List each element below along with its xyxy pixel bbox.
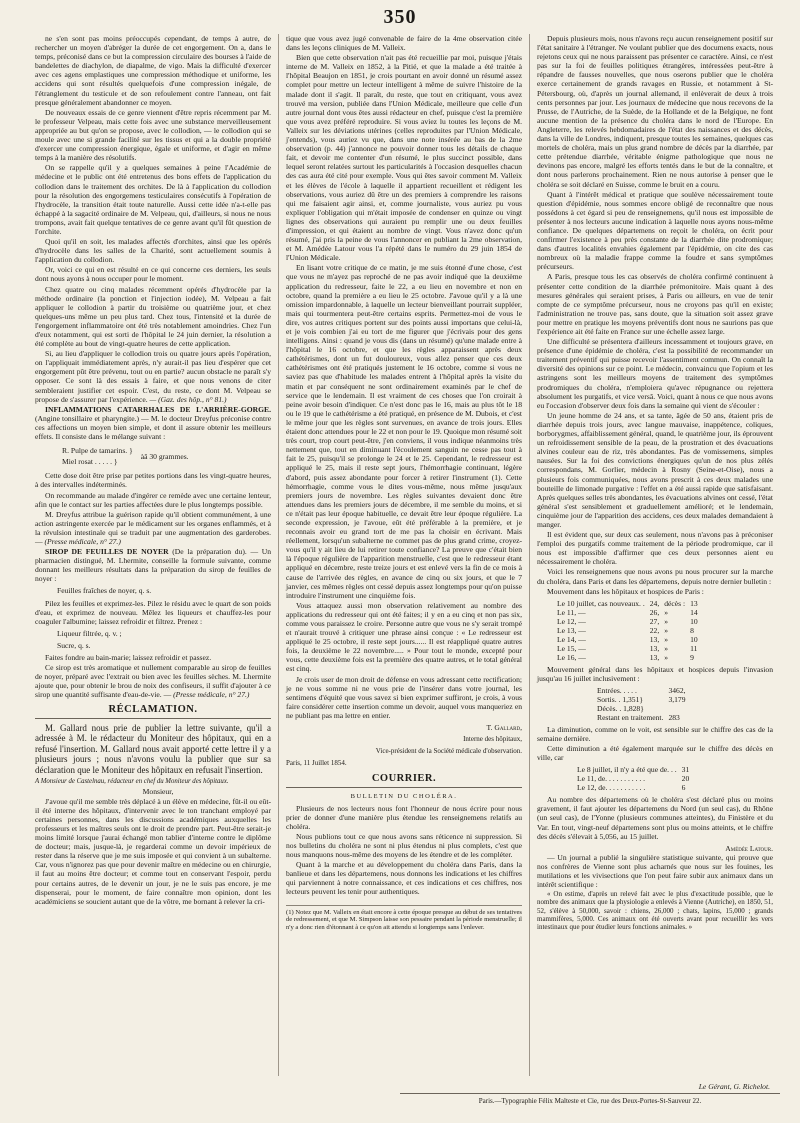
paragraph: Or, voici ce qui en est résulté en ce qui concerne ces derniers, les seuls dont nous ayons à nous occuper pour le moment.: [35, 265, 271, 284]
paragraph: Quant à la marche et au développement du choléra dans Paris, dans la banlieue et dans les départemens, nous donnons les indications et les chiffres qui parviennent à notre connaissance, et ces indications et ces chiffres, nos lecteurs peuvent les tenir pour authentiques.: [286, 860, 522, 897]
paragraph: Cette dose doit être prise par petites portions dans les vingt-quatre heures, à des intervalles indéterminés.: [35, 471, 271, 490]
printer-line: Paris.—Typographie Félix Malteste et Cie, rue des Deux-Portes-St-Sauveur 22.: [478, 1097, 702, 1105]
paragraph-text: Ce sirop est très aromatique et nullement comparable au sirop de feuilles de noyer, préparé avec l'extrait ou bien avec les feuilles sèches. M. Lhermite ajoute que, pour obtenir le brou de noix des confiseurs, il suffit d'ajouter à ce sirop une quantité suffisante d'eau-de-vie. —: [35, 663, 271, 700]
paragraph: En lisant votre critique de ce matin, je me suis étonné d'une chose, c'est que vous ne m'ayez pas reproché de ne pas avoir indiqué que la deuxième application du redresseur, faite le 22, a eu lieu en novembre et non en octobre, quand la première a eu lieu le 25 octobre. J'avoue qu'il y a là une omission impardonnable, à laquelle un lecteur bienveillant pourrait suppléer, mais qui tourmentera peut-être certains esprits. Permettez-moi de vous le dire, vos autres critiques portent sur des points aussi importans que celui-là, et je vois combien j'ai eu tort de me figurer que j'écrivais pour des gens intelligens. Ainsi : quand je vous dis (dans un résumé) qu'une malade entre à l'hôpital le 16 octobre, et que les règles apparaissent après deux cathétérismes, dont un fut douloureux, vous allez penser que ces deux cathétérismes ont été pratiqués justement le 16 octobre, comme si vous ne saviez pas que d'habitude les malades entrent à l'hôpital après la visite du matin et par conséquent ne sont ordinairement examinés par le chef de service que le lendemain. Il est vraiment de ces choses que l'on croirait à peine avoir besoin d'indiquer. Ce n'est donc pas le 16, mais au plus tôt le 18 ou le 19 que le cathétérisme a été pratiqué, en présence de M. Dubois, et c'est le même jour que les règles sont survenues, en avance de trois jours. Elles étaient donc attendues pour le 22 et non pour le 19. Quoique mon résumé soit très court, trop court peut-être, j'en conviens, il vous indique néanmoins très nettement que, tout en diminuant l'écoulement sanguin ne cesse pas tout à fait le 25, puisqu'il se prolonge le 24 et le 25. Cependant, le redresseur est appliqué le 25, mais il reste sept jours, l'hémorrhagie continuant, légère d'abord, puis assez abondante pour forcer à retirer l'instrument (1). Cette hémorrhagie, comme vous le dites vous-même, nous même jusqu'aux premiers jours de novembre. Les règles suivantes devaient donc être attendues dans les premiers jours de décembre, il me semble du moins, et si ce n'était pas leur époque habituelle, ce devait être leur époque régulière. La seconde expression, je l'avoue, eût été préférable à la première, et je reconnais avoir eu grand tort de me pas la choisir en écrivant. Mais réellement, lorsqu'un subalterne ne commet pas de plus grand crime, croyez-vous qu'il y ait lieu de lui retirer toute confiance? La preuve que c'était bien là l'époque régulière de l'apparition menstruelle, c'est que le redresseur étant appliqué en décembre, reste treize jours et est enlevé vers la fin de ce mois à cause de l'arrivée des règles, en avance de cinq ou six jours, et que le 7 janvier, ces mêmes règles ont cessé depuis assez longtemps pour qu'on puisse introduire l'instrument une cinquième fois.: [286, 263, 522, 600]
paragraph: Plusieurs de nos lecteurs nous font l'honneur de nous écrire pour nous prier de donner d'une manière plus étendue les renseignemens relatifs au choléra.: [286, 803, 522, 831]
paragraph: [35, 349, 271, 404]
paragraph: Depuis plusieurs mois, nous n'avons reçu aucun renseignement positif sur l'état sanitaire à l'étranger. Ne voulant publier que des documens exacts, nous rejetons ceux qui ne nous paraissent pas présenter ce caractère. Ainsi, ce n'est pas sur la foi de feuilles politiques étrangères, intéressées peut-être à répandre de fausses nouvelles, que nous oserons publier que le choléra exerce certainement de grands ravages en Russie, et notamment à St-Pétersbourg, où, d'après un journal allemand, il enlèverait de deux à trois cents personnes par jour. Les journaux de médecine que nous recevons de la Prusse, de l'Autriche, de la Suède, de la Hollande et de la Belgique, ne font aucune mention de la présence du choléra dans le nord de l'Europe. En Angleterre, les relevés hebdomadaires de l'état des naissances et des décès, dans la ville de Londres, indiquent, presque toutes les semaines, quelques cas mortels de choléra, mais un plus grand nombre de décès par la diarrhée, par cette prétendue diarrhée, véritable énigme pathologique que nous ne devinons pas encore, malgré les efforts tentés dans le but de la connaître, et dont nous parlerons prochainement. Rien ne nous autorise à penser que le choléra se soit déclaré en Suisse, comme le bruit en a couru.: [537, 34, 773, 189]
paragraph: Cette diminution a été également marquée sur le chiffre des décès en ville, car: [537, 744, 773, 763]
recipe-line: R. Pulpe de tamarins. }: [62, 446, 133, 456]
city-deaths-table: [577, 765, 694, 792]
section-heading: SIROP DE FEUILLES DE NOYER: [45, 547, 169, 557]
paragraph: tique que vous avez jugé convenable de faire de la 4me observation citée dans les leçons cliniques de M. Valleix.: [286, 34, 522, 53]
table-row: Décès. . 1,828}: [597, 703, 644, 713]
table-row: Le 11, de. . . . . . . . . . . 20: [577, 774, 690, 784]
paragraph: Au nombre des départemens où le choléra s'est déclaré plus ou moins gravement, il faut ajouter les départemens du Nord (un seul cas), du Rhône (un seul cas), de l'Yonne (plusieurs communes atteintes), du Finistère et du Var. En tout, vingt-neuf départemens sont plus ou moins atteints, et le chiffre des décès s'élevait à 5,056, au 15 juillet.: [537, 795, 773, 841]
recipe-line: Liqueur filtrée, q. v. ;: [57, 628, 122, 638]
table-row: Le 11, — 26, » 14: [557, 607, 698, 617]
paragraph: Mouvement général dans les hôpitaux et hospices depuis l'invasion jusqu'au 16 juillet inclusivement :: [537, 664, 773, 683]
paragraph: Un jeune homme de 24 ans, et sa tante, âgée de 50 ans, étaient pris de diarrhée depuis trois jours, avec langue mauvaise, inappétence, coliques, borborygmes, affaiblissement général, quand, le quatrième jour, ils éprouvent un refroidissement sensible de la peau, de la prostration et des évacuations alvines couleur eau de riz, très abondantes. Pas de vomissemens, simples nausées. Sur la foi des convictions énergiques qu'un de nos plus zélés correspondans, M. Gorlier, médecin à Rosny (Seine-et-Oise), nous a plusieurs fois communiquées, nous avons prescrit à ces deux malades une bouteille de limonade purgative : l'effet en a été aussi rapide que satisfaisant. Après quelques selles très abondantes, les évacuations alvines ont cessé, l'état général s'est sensiblement et graduellement amélioré; et le lendemain, cinquième jour de l'apparition des accidens, ces deux malades demandaient à manger.: [537, 410, 773, 529]
paragraph-text: (De la préparation du). — Un pharmacien distingué, M. Lhermite, conseille la formule suivante, comme donnant les meilleurs résultats dans la préparation du sirop de feuilles de noyer :: [35, 547, 272, 584]
source-citation: (Presse médicale, n° 27.): [173, 690, 250, 700]
paragraph-text: (Angine tonsillaire et pharyngite.) — M. le docteur Dreyfus préconise contre ces affections un moyen bien simple, et dont il assure obtenir les meilleurs effets. Il consiste dans le mélange suivant :: [35, 413, 271, 442]
signature-title: Vice-président de la Société médicale d'observation.: [375, 747, 522, 756]
signature-name: Amédée Latour.: [725, 843, 773, 853]
paragraph: On se rappelle qu'il y a quelques semaines à peine l'Académie de médecine et le public ont été entretenus des bons effets de l'application du collodion dans le traitement des orchites. De là à l'application du collodion pour la résolution des engorgemens testiculaires consécutifs à l'opération de l'hydrocèle, la transition était toute naturelle. Aussi cette idée n'a-t-elle pas échappé à la sagacité ordinaire de M. Velpeau, qui, d'ailleurs, si nous ne nous trompons, avait fait quelque tentatives de ce genre avant qu'il fût question de l'orchite.: [35, 163, 271, 236]
recipe-dose: àâ 30 grammes.: [140, 451, 189, 461]
signature-name: T. Gallard,: [486, 723, 522, 733]
section-heading: INFLAMMATIONS CATARRHALES DE L'ARRIÈRE-GORGE.: [45, 404, 271, 414]
paragraph: ne s'en sont pas moins préoccupés cependant, de temps à autre, de rechercher un moyen d'abréger la durée de cet engorgement. On a, dans le temps, préconisé dans ce but la compression circulaire des bourses à l'aide de bandelettes de diachylon, de diapalme, de vigo. Mais la difficulté d'exercer avec ces agens emplastiques une compression méthodique et uniforme, les accidens qui sont résultés quelquefois d'une compression inégale, de l'étranglement du testicule et de son refoulement contre l'anneau, ont fait presque généralement abandonner ce moyen.: [35, 34, 271, 107]
paragraph: [35, 510, 271, 546]
table-row: Sortis. . 1,351} 3,179: [597, 694, 686, 704]
paragraph: Je crois user de mon droit de défense en vous adressant cette rectification; je ne vous somme ni ne vous prie de l'insérer dans votre journal, les sentimens d'équité que vous savez si bien exprimer suffiront, je crois, à vous faire considérer cette insertion comme un devoir, auquel vous manqueriez en ne publiant pas ma lettre en entier.: [286, 674, 522, 720]
source-citation: (Presse médicale, n° 27.): [44, 536, 121, 546]
table-row: Le 16, — 13, » 9: [557, 652, 694, 662]
column-2: [278, 34, 529, 1076]
paragraph: A Paris, presque tous les cas observés de choléra confirmé continuent à présenter cette condition de la diarrhée prémonitoire. Mais quant à des mesures générales qui seraient prises, à Paris ou ailleurs, en vue de tenir compte de ce symptôme précurseur, nous ne croyons pas qu'il en existe; l'administration ne trouve pas, sans doute, que la situation soit assez grave pour mettre en pratique les moyens préventifs dont nous ne saurions pas que l'expérience ait été faite en France sur une échelle assez large.: [537, 272, 773, 336]
paragraph: Quant à l'intérêt médical et pratique que soulève nécessairement toute question d'épidémie, nous sommes encore obligé de reconnaître que nous possédons à cet égard si peu de renseignemens, qu'il nous est impossible de présenter à nos lecteurs aucune indication à laquelle nous ayons nous-même confiance. De quelques départemens on reçoit le choléra, on écrit pour confirmer l'existence à peu près constante de la diarrhée dite prodromique; dans d'autres localités envahies également par l'épidémie, on cite des cas nombreux où la maladie frappe comme la foudre et sans symptômes précurseurs.: [537, 189, 773, 272]
table-row: Le 14, — 13, » 10: [557, 634, 698, 644]
page-footer: [400, 1082, 780, 1105]
paragraph: J'avoue qu'il me semble très déplacé à un élève en médecine, fût-il ou eût-il été interne des hôpitaux, d'intervenir avec le ton tranchant employé par certaines personnes, dans les discussions académiques auxquelles les professeurs et les maîtres seuls ont le droit de prendre part. Peut-être serait-je moins limité lorsque j'aurai échangé mon tablier d'interne contre le diplôme de docteur; mais, jusque-là, je regarderai comme un devoir impérieux de rester dans la réserve que je me suis imposée et qui convient à un subalterne. Car, vous n'ignorez pas que pour devenir maître en médecine ou en chirurgie, il faut au moins être docteur; et comme tout en conservant l'espoir, perdu pour certains autres, de le devenir un jour, je ne le suis pas encore, je me dispenserai, pour le moment, de faire connaître mon opinion, dont les académiciens se soucient autant que de la vôtre, me bornant à relever la cri-: [35, 796, 271, 906]
source-citation: — (Gaz. des hôp., n° 81.): [149, 394, 227, 404]
paragraph: Faites fondre au bain-marie; laissez refroidir et passez.: [45, 653, 212, 662]
recipe-line: Feuilles fraîches de noyer, q. s.: [57, 586, 152, 596]
table-row: Le 12, de. . . . . . . . . . . 6: [577, 783, 686, 793]
paragraph: Quoi qu'il en soit, les malades affectés d'orchites, ainsi que les opérés d'hydrocèle dans les salles de la Charité, sont actuellement soumis à l'application du collodion.: [35, 237, 271, 265]
paragraph: Vous attaquez aussi mon observation relativement au nombre des applications du redresseur qui ont été faites; il y en a eu cinq et non pas six, comme vous paraissez le croire. Personne autre que vous ne s'y serait trompé et n'aurait trouvé à critiquer une phrase ainsi conçue : « Le redresseur est appliqué le 25 octobre, il reste sept jours...... Il est réappliqué quatre autres fois, la deuxième le 22 novembre..... » Pour tout le monde, excepté pour vous, cette deuxième fois est la première des quatre autres, et le total général est cinq.: [286, 600, 522, 674]
paragraph: La diminution, comme on le voit, est sensible sur le chiffre des cas de la semaine dernière.: [537, 724, 773, 743]
letter-address: A Monsieur de Castelnau, rédacteur en chef du Moniteur des hôpitaux.: [35, 777, 229, 785]
paragraph: — Un journal a publié la singulière statistique suivante, qui prouve que nos confrères de Vienne sont plus acharnés que nous sur les fouines, les mutilations et les vivisections que l'on peut faire subir aux animaux dans un intérêt scientifique :: [537, 852, 773, 890]
paragraph: Voici les renseignemens que nous avons pu nous procurer sur la marche du choléra, dans Paris et dans les départemens, depuis notre dernier bulletin :: [537, 567, 773, 586]
columns: [28, 34, 780, 1076]
footnote: (1) Notez que M. Valleix en était encore à cette époque presque au début de ses tentatives de redressement, et que M. Simpson laisse son pessaire pendant la période menstruelle; il n'y a donc rien d'étonnant à ce qu'on ait attendu si longtemps sans l'enlever.: [286, 905, 522, 932]
table-row: Le 8 juillet, il n'y a été que de. . . 31: [577, 765, 690, 775]
letter-salutation: Monsieur,: [142, 786, 174, 796]
paragraph-text: M. Dreyfus attribue la guérison rapide qu'il obtient communément, à une action astringente exercée par le médicament sur les organes enflammés, et à la révulsion intestinale qui se traduit par une augmentation des garderobes. —: [35, 509, 271, 546]
paragraph: On recommande au malade d'ingérer ce remède avec une certaine lenteur, afin que le contact sur les parties affectées dure le plus longtemps possible.: [35, 490, 271, 509]
signature-title: Interne des hôpitaux,: [463, 735, 522, 744]
table-row: Le 12, — 27, » 10: [557, 616, 698, 626]
recipe-line: Sucre, q. s.: [57, 640, 91, 650]
table-row: Le 10 juillet, cas nouveaux. . 24, décès : 13: [557, 598, 698, 608]
section-heading-reclamation: RÉCLAMATION.: [35, 705, 271, 718]
column-3: [529, 34, 780, 1076]
table-row: Le 13, — 22, » 8: [557, 625, 694, 635]
paragraph: Bien que cette observation n'ait pas été recueillie par moi, puisque j'étais interne de M. Valleix en 1852, à la Pitié, et que la malade a été traitée à l'hôpital Beaujon en 1851, je crois pourtant en avoir donné un résumé assez complet pour mettre un lecteur intelligent à même de suivre l'histoire de la malade dont il s'agit. Il paraît, du reste, que tout en critiquant, vous avez trouvé ma version, publiée dans l'Union Médicale, meilleure que celle d'un autre journal dont vous êtes aussi rédacteur en chef, puisque c'est la première que vous avez préféré reproduire. Si vous aviez lu toutes les leçons de M. Valleix sur les déviations utérines (celles reproduites par l'Union Médicale, j'entends), vous auriez vu que, dans une note insérée au bas de la 2me observation (p. 44) j'annonce ne pouvoir donner tous les détails de chaque fait, et devoir me contenter d'un résumé, le plus succinct possible, dans lequel seront relatées surtout les particularités à l'occasion desquelles chacun des cas aura été cité pour exemple. Vous qui êtes savoir comment M. Valleix et les élèves de l'école à laquelle il appartient recueillent et rédigent les observations, vous auriez dû être un des premiers à comprendre les raisons qui me faisaient agir ainsi, et, comme journaliste, vous auriez pu vous expliquer l'obligation qui m'était imposée de condenser en quinze ou vingt lignes des observations qui auraient pu remplir une ou deux feuilles d'impression, et qui étaient au nombre de vingt. Vous n'avez donc qu'un résumé, j'ai pris la peine de vous l'annoncer en publiant la 2me observation, et M. Amédée Latour vous l'a répété dans le numéro du 29 juin 1854 de l'Union Médicale.: [286, 53, 522, 263]
page-number: 350: [383, 6, 417, 28]
totals-table: [597, 686, 691, 722]
paragraph: [35, 405, 271, 441]
letter-date: Paris, 11 Juillet 1854.: [286, 759, 347, 768]
gerant-signature: Le Gérant, G. Richelot.: [400, 1082, 780, 1094]
section-heading-courrier: COURRIER.: [286, 774, 522, 787]
paragraph: Une difficulté se présentera d'ailleurs incessamment et toujours grave, en présence d'une épidémie de choléra, c'est la possibilité de recommander un traitement préventif qui puisse recevoir l'assentiment commun. On connaît la diversité des opinions sur ce point. Le médecin, convaincu que l'opium et les astringens sont les meilleurs moyens de traitement des symptômes prodromiques du choléra, n'emploiera qu'avec répugnance ou rejettera absolument les purgatifs, et vice versâ. Voici, quant à nous ce que nous avons eu l'occasion d'observer deux fois dans la semaine qui vient de s'écouler :: [537, 337, 773, 410]
paragraph: M. Gallard nous prie de publier la lettre suivante, qu'il a adressée à M. le rédacteur du Moniteur des hôpitaux, qui en a refusé l'insertion. M. Gallard nous avait apporté cette lettre il y a plusieurs jours ; nous n'avons voulu la publier que sur sa déclaration que le Moniteur des hôpitaux en refusait l'insertion.: [35, 722, 271, 775]
table-row: Entrées. . . . . 3462,: [597, 685, 686, 695]
paragraph: Mouvement dans les hôpitaux et hospices de Paris :: [547, 586, 704, 596]
paragraph: Il est évident que, sur deux cas seulement, nous n'avons pas à préconiser l'emploi des purgatifs comme traitement de la période prodromique, car il nous est impossible d'affirmer que ces deux personnes aient eu nécessairement le choléra.: [537, 530, 773, 567]
paragraph: Nous publions tout ce que nous avons sans réticence ni suppression. Si nos bulletins du choléra ne sont ni plus étendus ni plus complets, c'est que nous manquons nous-même des moyens de les étendre et de les compléter.: [286, 831, 522, 860]
recipe-table: [57, 444, 194, 468]
paragraph: Pilez les feuilles et exprimez-les. Pilez le résidu avec le quart de son poids d'eau, et exprimez de nouveau. Mêlez les liqueurs et chauffez-les pour coaguler l'albumine; laissez refroidir et filtrez. Prenez :: [35, 598, 271, 626]
table-row: Le 15, — 13, » 11: [557, 643, 698, 653]
daily-stats-table: [557, 599, 703, 662]
subheading-bulletin: BULLETIN DU CHOLÉRA.: [350, 792, 458, 800]
paragraph: [35, 547, 271, 583]
table-row: Restant en traitement. 283: [597, 712, 680, 722]
column-1: [28, 34, 278, 1076]
paragraph: Chez quatre ou cinq malades récemment opérés d'hydrocèle par la méthode ordinaire (la ponction et l'injection iodée), M. Velpeau a fait appliquer le collodion à partir du troisième ou quatrième jour, et chez quelques-uns même un peu plus tard. Chez tous, l'intensité et la durée de l'engorgement inflammatoire ont été très notablement amoindries. Chez l'un d'eux notamment, qui est sorti de l'hôpital le 24 juin dernier, la résolution a été complète au bout de vingt-quatre heures de cette application.: [35, 284, 271, 349]
paragraph-text: Si, au lieu d'appliquer le collodion trois ou quatre jours après l'opération, on l'appliquait immédiatement après, n'y aurait-il pas lieu d'espérer que cet engorgement pût être prévenu, tout ou en partie? aucun obstacle ne paraît s'y opposer. Ce sont là des essais à faire, et que nous venons de citer sembleraient justifier cet espoir. C'est, du reste, ce dont M. Velpeau se propose de s'assurer par l'expérience.: [35, 349, 271, 404]
paragraph: « On estime, d'après un relevé fait avec le plus d'exactitude possible, que le nombre des animaux que la physiologie a enlevés à Vienne (Autriche), en 1850, 51, 52, s'élève à 50,000, savoir : chiens, 26,000 ; chats, lapins, 15,000 ; grands mammifères, 5,000. Ces animaux ont été ouverts avant pour recueillir les vers intestinaux que pour étudier leurs fonctions animales. »: [537, 890, 773, 932]
paragraph: De nouveaux essais de ce genre viennent d'être repris récemment par M. le professeur Velpeau, mais cette fois avec une substance merveilleusement appropriée au but qu'on se propose, avec le collodion, — le collodion qui se moule avec une si grande facilité sur les tissus et qui a la double propriété d'exercer une compression énergique, égale et uniforme, et d'agir en même temps à la manière des résolutifs.: [35, 107, 271, 163]
paragraph: [35, 663, 271, 699]
recipe-line: Miel rosat . . . . . }: [62, 457, 118, 467]
